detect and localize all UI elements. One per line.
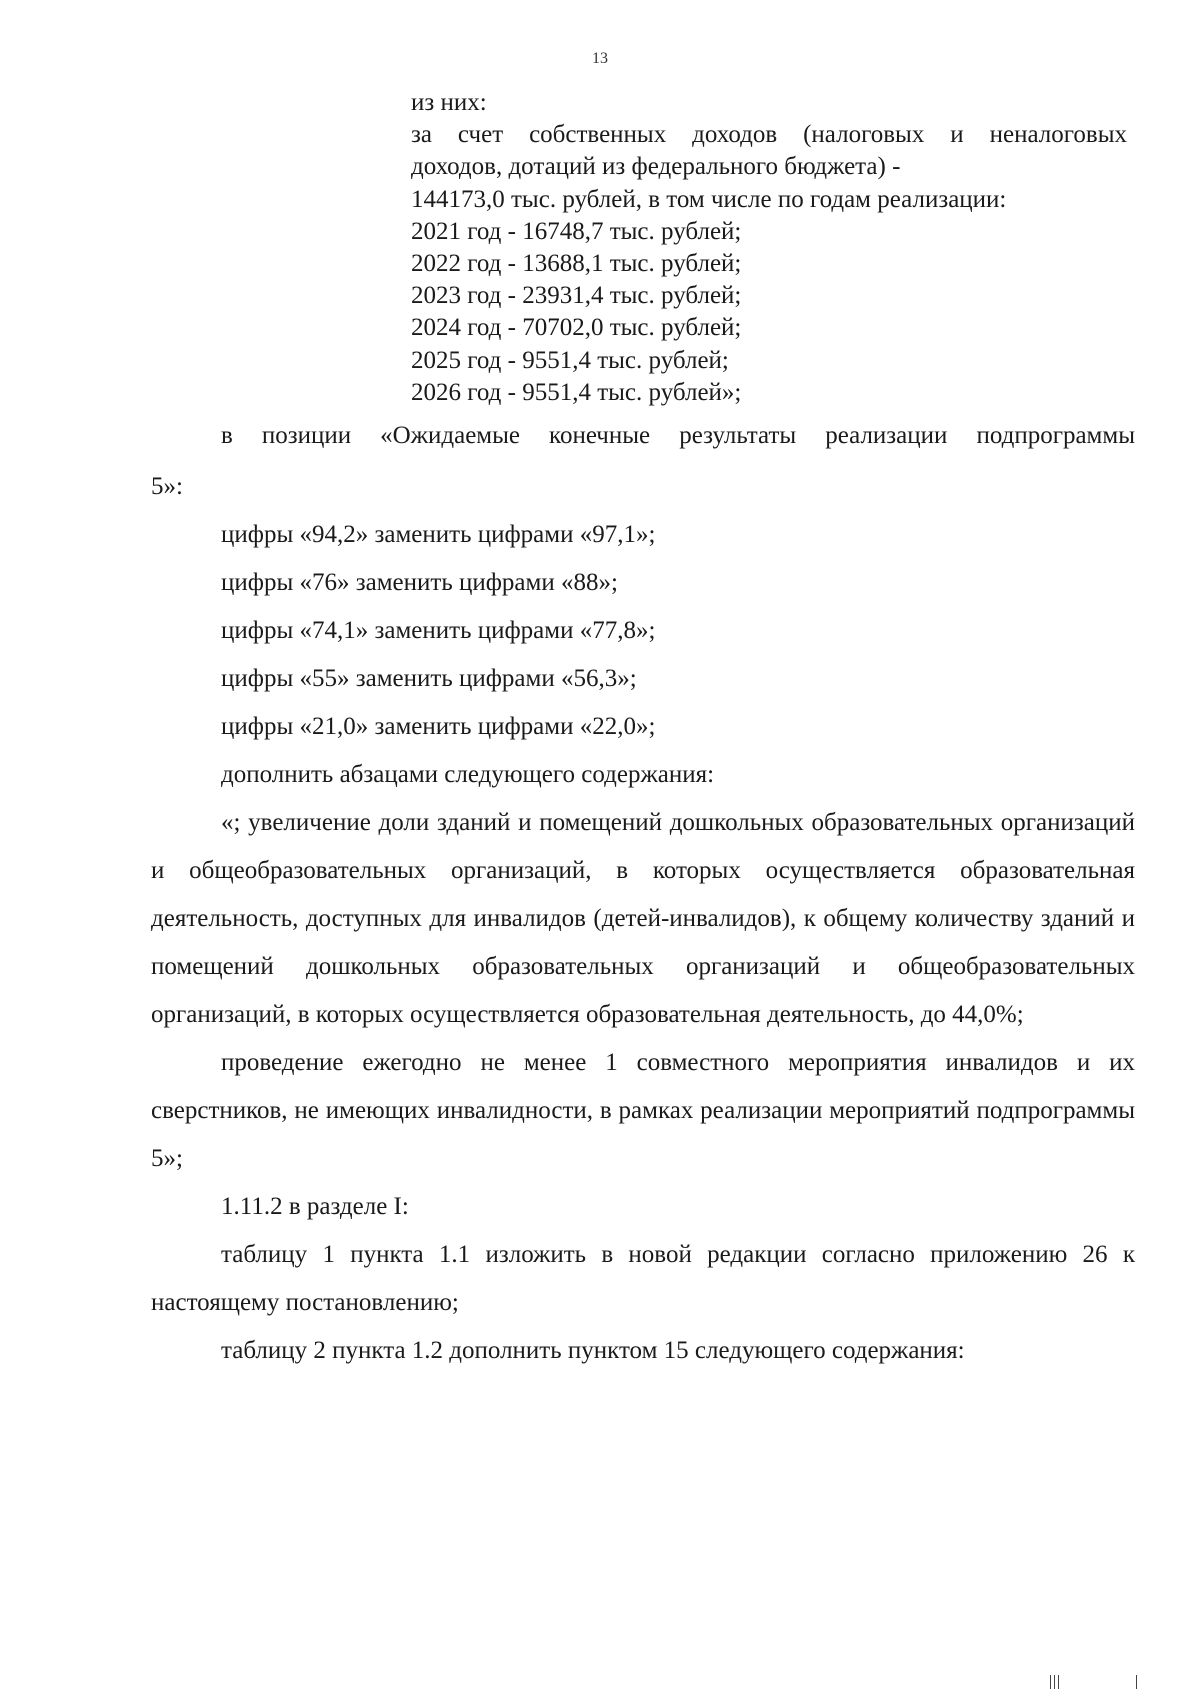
funding-line: за счет собственных доходов (налоговых и неналоговых bbox=[411, 121, 1127, 149]
funding-year-line: 2021 год - 16748,7 тыс. рублей; bbox=[411, 217, 742, 245]
scan-mark bbox=[1050, 1675, 1051, 1689]
funding-line: 144173,0 тыс. рублей, в том числе по годам реализации: bbox=[411, 185, 1007, 213]
funding-line: из них: bbox=[411, 89, 487, 116]
replacement-item: цифры «55» заменить цифрами «56,3»; bbox=[221, 665, 637, 692]
position-intro: в позиции «Ожидаемые конечные результаты реализации подпрограммы bbox=[221, 422, 1135, 449]
section-reference: 1.11.2 в разделе I: bbox=[221, 1193, 409, 1220]
funding-block bbox=[411, 87, 1127, 409]
funding-line: доходов, дотаций из федерального бюджета) - bbox=[411, 153, 901, 181]
table1-instruction: таблицу 1 пункта 1.1 изложить в новой редакции согласно приложению 26 к настоящему постановлению; bbox=[151, 1241, 1135, 1316]
position-intro-tail: 5»: bbox=[151, 473, 183, 500]
replacement-item: цифры «76» заменить цифрами «88»; bbox=[221, 569, 618, 596]
paragraph-events: проведение ежегодно не менее 1 совместного мероприятия инвалидов и их сверстников, не имеющих инвалидности, в рамках реализации мероприятий подпрограммы 5»; bbox=[151, 1049, 1135, 1172]
table2-instruction: таблицу 2 пункта 1.2 дополнить пунктом 15 следующего содержания: bbox=[221, 1337, 965, 1364]
replacement-item: цифры «21,0» заменить цифрами «22,0»; bbox=[221, 713, 656, 740]
page-number: 13 bbox=[592, 50, 608, 67]
funding-year-line: 2025 год - 9551,4 тыс. рублей; bbox=[411, 346, 729, 374]
funding-year-line: 2026 год - 9551,4 тыс. рублей»; bbox=[411, 378, 742, 406]
document-body bbox=[151, 412, 1135, 1375]
replacement-item: цифры «94,2» заменить цифрами «97,1»; bbox=[221, 521, 656, 548]
scan-edge-marks bbox=[1050, 1671, 1160, 1689]
replacement-item: цифры «74,1» заменить цифрами «77,8»; bbox=[221, 617, 656, 644]
paragraph-buildings: «; увеличение доли зданий и помещений дошкольных образовательных организаций и общеобразовательных организаций, в которых осуществляется образовательная деятельность, доступных для инвалидов (детей-инвалидов), к общему количеству зданий и помещений дошкольных образовательных организаций и общеобразовательных организаций, в которых осуществляется образовательная деятельность, до 44,0%; bbox=[151, 809, 1135, 1028]
scan-mark bbox=[1054, 1675, 1055, 1689]
scan-mark bbox=[1136, 1675, 1137, 1689]
funding-year-line: 2022 год - 13688,1 тыс. рублей; bbox=[411, 250, 742, 278]
funding-year-line: 2023 год - 23931,4 тыс. рублей; bbox=[411, 282, 742, 310]
scan-mark bbox=[1058, 1675, 1059, 1689]
funding-year-line: 2024 год - 70702,0 тыс. рублей; bbox=[411, 314, 742, 342]
supplement-intro: дополнить абзацами следующего содержания: bbox=[221, 761, 715, 788]
